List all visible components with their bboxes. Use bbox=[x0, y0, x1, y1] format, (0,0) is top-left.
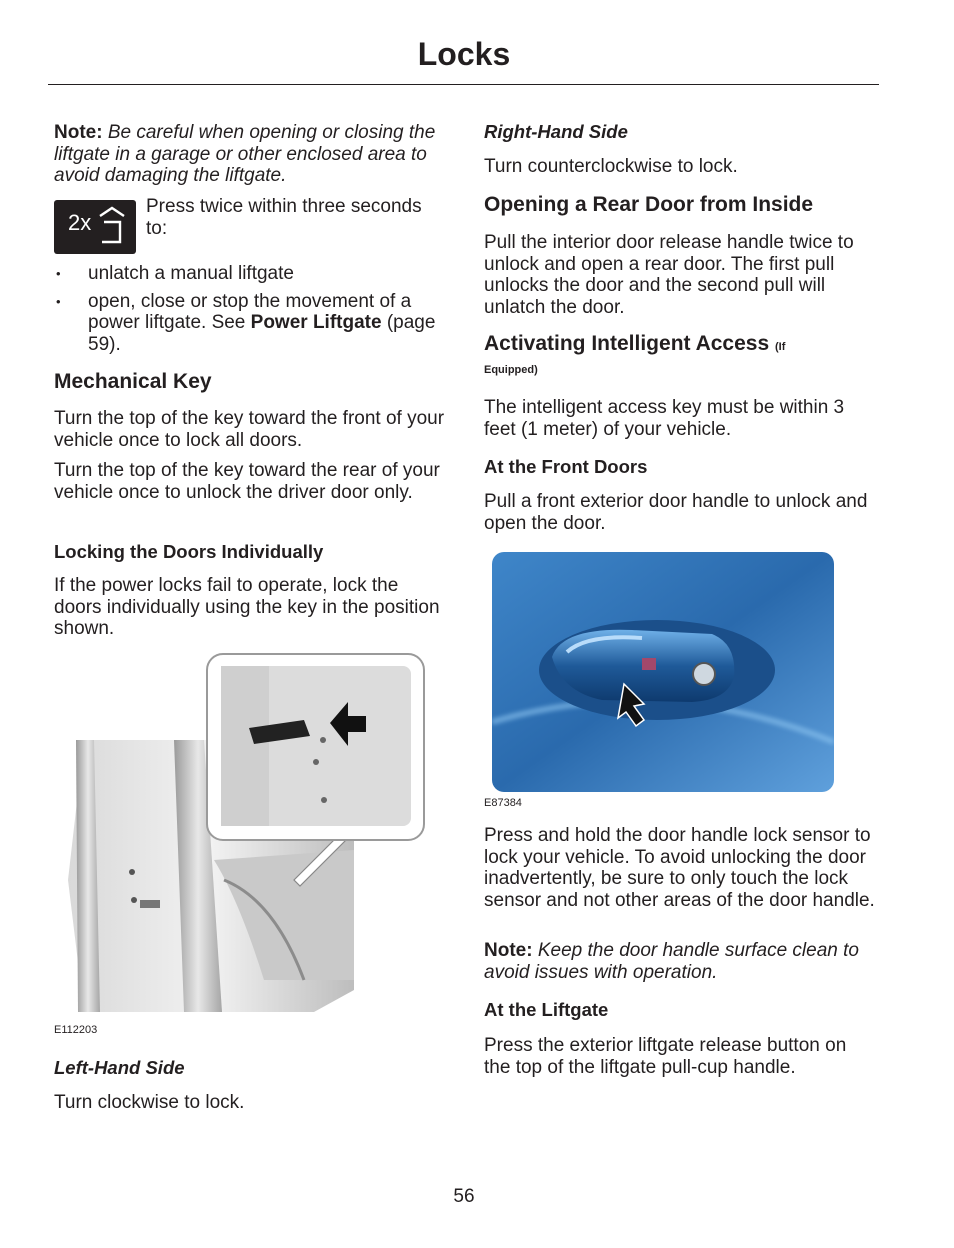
right-hand-side-heading: Right-Hand Side bbox=[484, 121, 628, 142]
left-hand-side-heading: Left-Hand Side bbox=[54, 1057, 185, 1078]
liftgate-bullet-list bbox=[54, 263, 446, 355]
page-number: 56 bbox=[453, 1186, 475, 1207]
mechanical-key-heading: Mechanical Key bbox=[54, 370, 212, 393]
power-liftgate-link[interactable]: Power Liftgate bbox=[250, 312, 382, 333]
title-divider bbox=[48, 84, 879, 85]
figure-id-e87384: E87384 bbox=[484, 797, 522, 809]
locking-doors-individually-text: If the power locks fail to operate, lock the doors individually using the key in the position shown. bbox=[54, 575, 440, 639]
front-doors-heading: At the Front Doors bbox=[484, 456, 648, 477]
liftgate-heading: At the Liftgate bbox=[484, 999, 609, 1020]
press-twice-text: Press twice within three seconds to: bbox=[146, 196, 422, 239]
figure-id-e112203: E112203 bbox=[54, 1024, 98, 1036]
icon-label: 2x bbox=[68, 210, 92, 235]
note-text: Be careful when opening or closing the liftgate in a garage or other enclosed area to avoid damaging the liftgate. bbox=[54, 122, 436, 186]
mechanical-key-unlock-text: Turn the top of the key toward the rear of your vehicle once to unlock the driver door only. bbox=[54, 460, 440, 503]
intelligent-access-text: The intelligent access key must be within 3 feet (1 meter) of your vehicle. bbox=[484, 397, 845, 440]
liftgate-open-icon bbox=[94, 206, 134, 248]
liftgate-note bbox=[54, 122, 446, 187]
lock-sensor-text: Press and hold the door handle lock sensor to lock your vehicle. To avoid unlocking the door inadvertently, be sure to only touch the lock sensor and not other areas of the door handle. bbox=[484, 825, 875, 911]
right-hand-side-text: Turn counterclockwise to lock. bbox=[484, 156, 738, 177]
front-doors-text: Pull a front exterior door handle to unlock and open the door. bbox=[484, 491, 868, 534]
note-text: Keep the door handle surface clean to avoid issues with operation. bbox=[484, 940, 859, 983]
note-label: Note: bbox=[54, 122, 103, 143]
note-label: Note: bbox=[484, 940, 533, 961]
page-title: Locks bbox=[417, 36, 511, 72]
locking-doors-individually-heading: Locking the Doors Individually bbox=[54, 541, 324, 562]
liftgate-2x-icon bbox=[54, 200, 136, 254]
if-equipped-label: Equipped) bbox=[484, 364, 538, 376]
door-key-lock-illustration bbox=[54, 650, 434, 1030]
intelligent-access-heading: Activating Intelligent Access (If bbox=[484, 332, 786, 355]
list-item: • unlatch a manual liftgate bbox=[54, 263, 446, 285]
handle-clean-note bbox=[484, 940, 876, 983]
liftgate-release-text: Press the exterior liftgate release button on the top of the liftgate pull-cup handle. bbox=[484, 1035, 847, 1078]
left-hand-side-text: Turn clockwise to lock. bbox=[54, 1092, 245, 1113]
rear-door-text: Pull the interior door release handle twice to unlock and open a rear door. The first pull unlocks the door and the second pull will unlatch the door. bbox=[484, 232, 854, 318]
rear-door-heading: Opening a Rear Door from Inside bbox=[484, 193, 814, 216]
list-item: • open, close or stop the movement of a power liftgate. See Power Liftgate (page 59). bbox=[54, 291, 446, 356]
door-handle-sensor-illustration bbox=[492, 552, 834, 792]
mechanical-key-lock-text: Turn the top of the key toward the front of your vehicle once to lock all doors. bbox=[54, 408, 445, 451]
